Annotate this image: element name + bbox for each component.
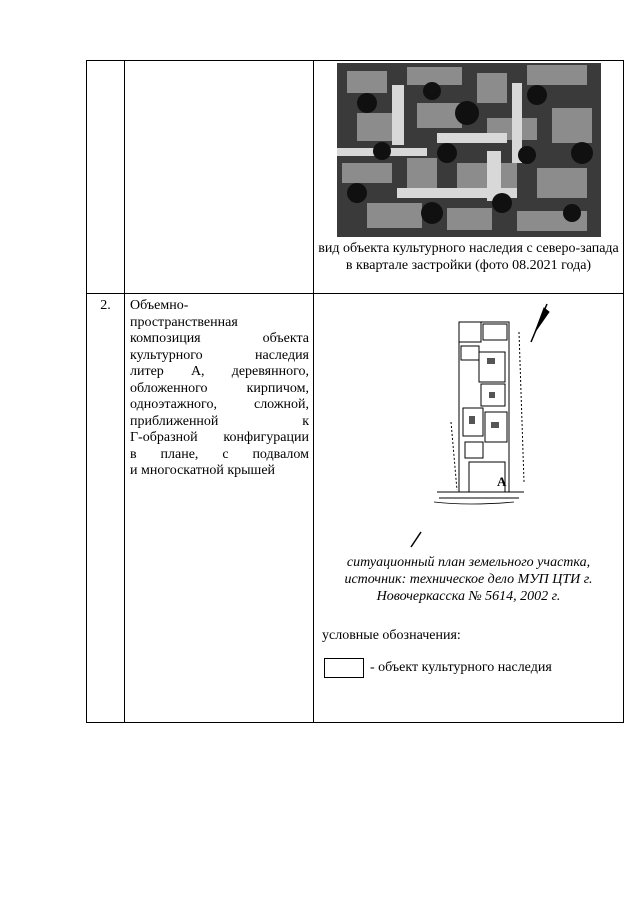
description-line: и многоскатной крышей: [130, 463, 276, 478]
image-cell: [314, 61, 624, 294]
row-number: [87, 61, 124, 64]
plan-caption: ситуационный план земельного участка, источник: техническое дело МУП ЦТИ г. Новочеркасска № 5614, 2002 г.: [344, 555, 593, 604]
description-line: Объемно-: [130, 298, 189, 313]
row-number-cell: [87, 294, 125, 723]
description-line: Г-образной конфигурации: [130, 430, 309, 445]
description-line: композиция объекта: [130, 331, 309, 346]
legend-label: - объект культурного наследия: [370, 660, 552, 675]
description-cell: [125, 61, 314, 294]
description-line: в плане, с подвалом: [130, 446, 309, 462]
description-line: одноэтажного, сложной,: [130, 397, 309, 412]
row-description: [125, 294, 313, 480]
row-number-cell: [87, 61, 125, 294]
photo-caption: вид объекта культурного наследия с северо-запада в квартале застройки (фото 08.2021 года): [318, 241, 619, 273]
image-cell: [314, 294, 624, 723]
row-description: [125, 61, 313, 65]
heritage-table: [86, 60, 624, 723]
building-label: А: [496, 474, 506, 489]
site-plan-drawing: [319, 302, 619, 552]
row-number: 2.: [100, 298, 111, 313]
description-line: культурного наследия: [130, 347, 309, 363]
legend-item: [324, 658, 623, 678]
aerial-photo: [337, 63, 601, 237]
description-line: литер А, деревянного,: [130, 364, 309, 379]
table-row: [87, 61, 624, 294]
legend-swatch: [324, 658, 364, 678]
legend-title: условные обозначения:: [322, 628, 461, 643]
description-line: пространственная: [130, 314, 238, 330]
table-row: [87, 294, 624, 723]
description-line: приближенной к: [130, 413, 309, 429]
description-cell: [125, 294, 314, 723]
description-line: обложенного кирпичом,: [130, 380, 309, 396]
